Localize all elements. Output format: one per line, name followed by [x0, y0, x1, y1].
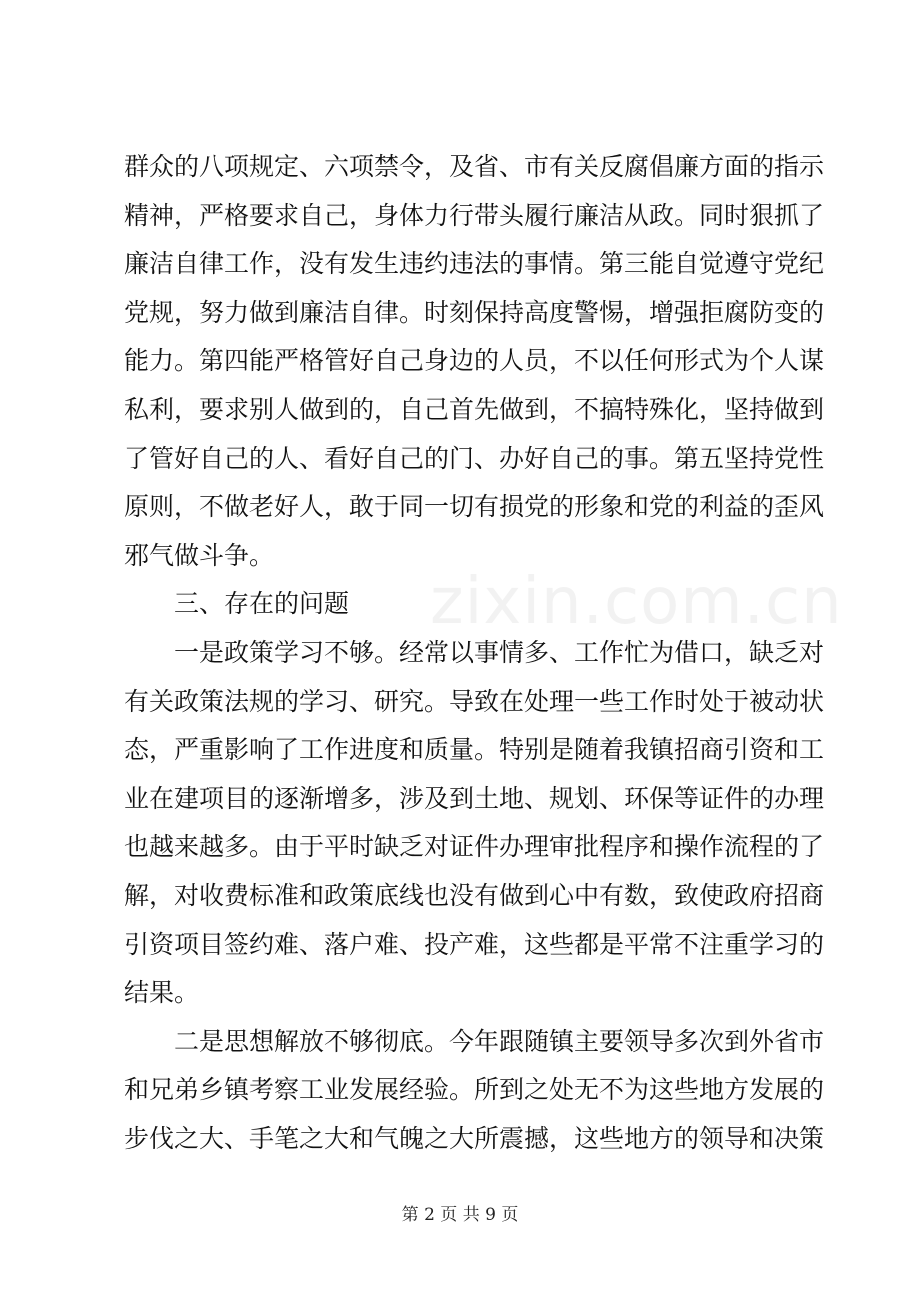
text-line: 有关政策法规的学习、研究。导致在处理一些工作时处于被动状 — [124, 686, 825, 716]
text-line: 了管好自己的人、看好自己的门、办好自己的事。第五坚持党性 — [124, 443, 825, 473]
text-line: 引资项目签约难、落户难、投产难，这些都是平常不注重学习的 — [124, 929, 825, 959]
section-heading: 三、存在的问题 — [174, 589, 350, 619]
text-line: 邪气做斗争。 — [124, 540, 275, 570]
text-line: 步伐之大、手笔之大和气魄之大所震撼，这些地方的领导和决策 — [124, 1123, 825, 1153]
text-line: 和兄弟乡镇考察工业发展经验。所到之处无不为这些地方发展的 — [124, 1075, 825, 1105]
text-line: 也越来越多。由于平时缺乏对证件办理审批程序和操作流程的了 — [124, 832, 825, 862]
text-line: 能力。第四能严格管好自己身边的人员，不以任何形式为个人谋 — [124, 346, 825, 376]
watermark: zixin.com.cn — [430, 565, 843, 639]
text-line: 精神，严格要求自己，身体力行带头履行廉洁从政。同时狠抓了 — [124, 200, 825, 230]
text-line: 业在建项目的逐渐增多，涉及到土地、规划、环保等证件的办理 — [124, 783, 825, 813]
text-line: 解，对收费标准和政策底线也没有做到心中有数，致使政府招商 — [124, 880, 825, 910]
page-footer: 第 2 页 共 9 页 — [401, 1205, 519, 1225]
text-line: 态，严重影响了工作进度和质量。特别是随着我镇招商引资和工 — [124, 735, 825, 765]
text-line: 党规，努力做到廉洁自律。时刻保持高度警惕，增强拒腐防变的 — [124, 297, 825, 327]
text-line: 廉洁自律工作，没有发生违约违法的事情。第三能自觉遵守党纪 — [124, 249, 825, 279]
text-line: 私利，要求别人做到的，自己首先做到，不搞特殊化，坚持做到 — [124, 394, 825, 424]
text-line: 结果。 — [124, 978, 200, 1008]
text-line: 原则，不做老好人，敢于同一切有损党的形象和党的利益的歪风 — [124, 492, 825, 522]
text-line: 一是政策学习不够。经常以事情多、工作忙为借口，缺乏对 — [174, 637, 825, 667]
text-line: 群众的八项规定、六项禁令，及省、市有关反腐倡廉方面的指示 — [124, 152, 825, 181]
text-line: 二是思想解放不够彻底。今年跟随镇主要领导多次到外省市 — [174, 1026, 825, 1056]
document-body — [124, 143, 825, 1163]
